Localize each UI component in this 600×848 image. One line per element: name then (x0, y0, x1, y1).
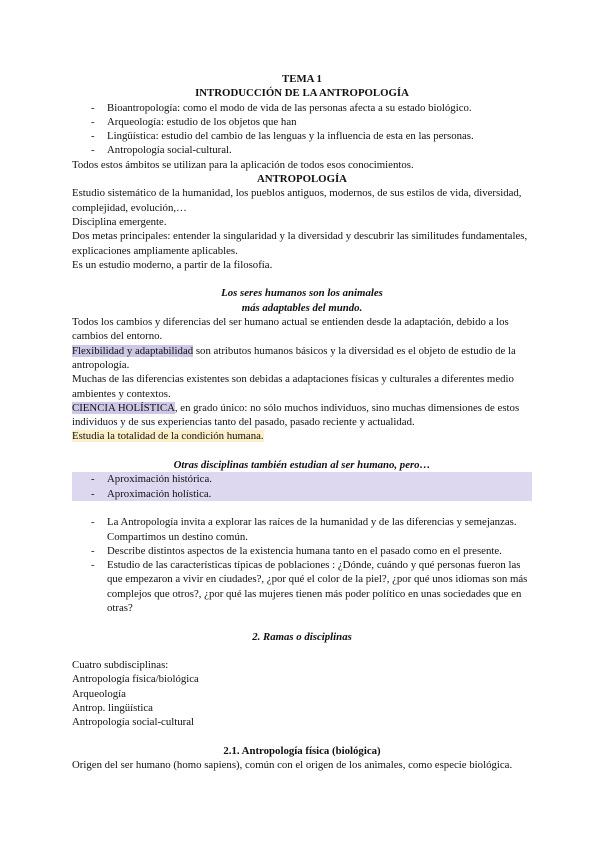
list-item: - Bioantropología: como el modo de vida de las personas afecta a su estado biológico. (72, 101, 532, 115)
ramas-intro: Cuatro subdisciplinas: (72, 659, 169, 672)
list-item: - Describe distintos aspectos de la existencia humana tanto en el pasado como en el presente. (72, 544, 532, 558)
document-title: TEMA 1 (282, 73, 322, 85)
list-item: - Lingüística: estudio del cambio de las lenguas y la influencia de esta en las personas. (72, 129, 532, 143)
list-item: Antropología social-cultural (72, 716, 195, 729)
intro-note: Todos estos ámbitos se utilizan para la aplicación de todos esos conocimientos. (72, 158, 414, 171)
list-item: - La Antropología invita a explorar las raíces de la humanidad y de las diferencias y semejanzas. Compartimos un destino común. (72, 515, 532, 544)
list-item: Antrop. lingüística (72, 702, 153, 715)
highlighted-text: Flexibilidad y adaptabilidad (72, 344, 194, 357)
paragraph: Todos los cambios y diferencias del ser humano actual se entienden desde la adaptación, debido a los cambios del entorno. (72, 316, 509, 343)
document-subtitle: INTRODUCCIÓN DE LA ANTROPOLOGÍA (195, 87, 409, 100)
ramas-heading: 2. Ramas o disciplinas (252, 630, 352, 643)
paragraph: Dos metas principales: entender la singularidad y la diversidad y descubrir las similitudes fundamentales, explicaciones ampliamente aplicables. (72, 230, 528, 257)
paragraph (72, 401, 532, 430)
spacer (72, 444, 532, 458)
otras-heading: Otras disciplinas también estudian al ser humano, pero… (173, 459, 431, 472)
paragraph (72, 344, 532, 373)
spacer (72, 272, 532, 286)
paragraph-text: son atributos humanos básicos y la diversidad es el objeto de estudio de la antropología. (72, 344, 516, 371)
paragraph: Estudio sistemático de la humanidad, los pueblos antiguos, modernos, de sus estilos de vida, diversidad, complejidad, evolución,… (72, 187, 522, 214)
spacer (72, 730, 532, 744)
paragraph: Muchas de las diferencias existentes son debidas a adaptaciones físicas y culturales a diferentes medio ambientes y contextos. (72, 373, 514, 400)
highlighted-text: CIENCIA HOLÍSTICA (72, 401, 175, 414)
list-item: - Aproximación holística. (72, 487, 532, 501)
paragraph (72, 429, 532, 443)
list-item: - Estudio de las características típicas de poblaciones : ¿Dónde, cuándo y qué personas fueron las que empezaron a vivir en ciudades?, ¿por qué el color de la piel?, ¿por qué unos idiomas son más complejos que otros?, ¿por qué las mujeres tienen más poder político en unas sociedades que en otras? (72, 558, 532, 615)
seres-heading-line1: Los seres humanos son los animales (221, 287, 383, 300)
spacer (72, 615, 532, 629)
paragraph: Origen del ser humano (homo sapiens), común con el origen de los animales, como especie biológica. (72, 759, 513, 772)
fisica-heading: 2.1. Antropología física (biológica) (223, 744, 381, 757)
intro-list (72, 101, 532, 158)
otras-list (72, 515, 532, 615)
list-item: - Aproximación histórica. (72, 472, 532, 486)
list-item: Antropología física/biológica (72, 673, 199, 686)
paragraph-text: , en grado único: no sólo muchos individuos, sino muchas dimensiones de estos individuos y de sus experiencias tanto del pasado, pasado reciente y actualidad. (72, 401, 520, 429)
paragraph: Disciplina emergente. (72, 215, 167, 228)
list-item: - Arqueología: estudio de los objetos que han (72, 115, 532, 129)
approach-list (72, 472, 532, 501)
spacer (72, 501, 532, 515)
highlighted-text: Estudia la totalidad de la condición humana. (72, 430, 264, 443)
antropologia-heading: ANTROPOLOGÍA (257, 173, 347, 186)
paragraph: Es un estudio moderno, a partir de la filosofía. (72, 258, 273, 271)
document-body (72, 72, 532, 773)
spacer (72, 644, 532, 658)
seres-heading-line2: más adaptables del mundo. (241, 301, 363, 314)
list-item: Arqueología (72, 687, 126, 700)
list-item: - Antropología social-cultural. (72, 143, 532, 157)
